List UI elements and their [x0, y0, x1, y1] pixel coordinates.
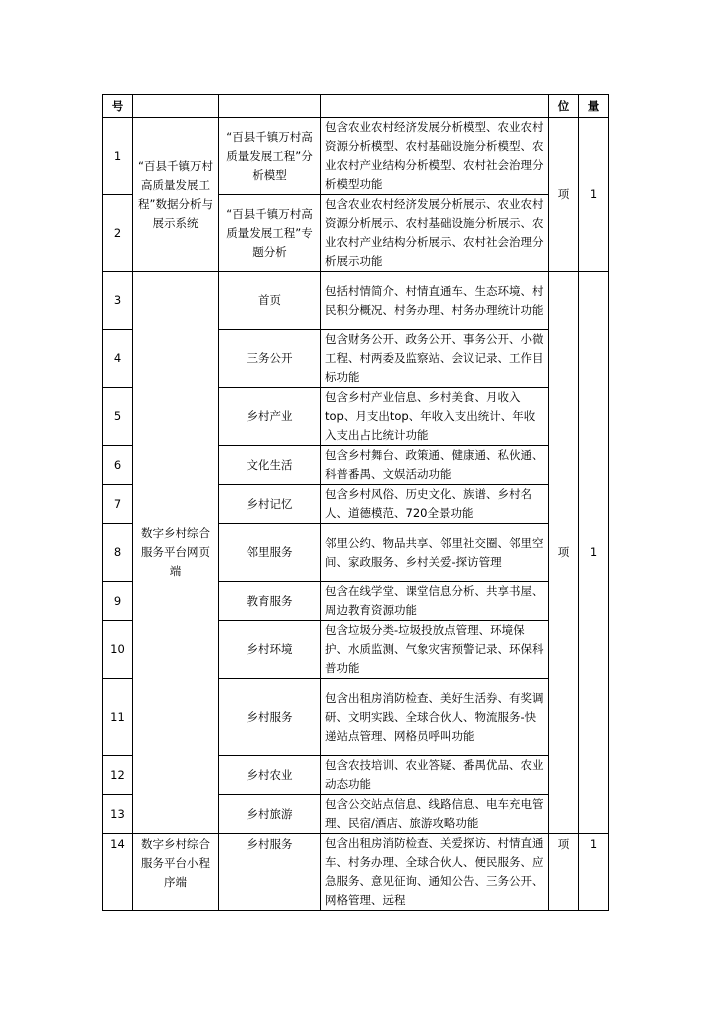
unit-cell: 项	[549, 118, 579, 272]
item-desc: 包含农技培训、农业答疑、番禺优品、农业动态功能	[321, 756, 549, 795]
row-no: 11	[103, 679, 133, 756]
system-name: 数字乡村综合服务平台小程序端	[133, 834, 219, 911]
header-desc	[321, 95, 549, 118]
header-no: 号	[103, 95, 133, 118]
header-unit: 位	[549, 95, 579, 118]
item-name: 教育服务	[219, 582, 321, 621]
item-name: 邻里服务	[219, 524, 321, 582]
row-no: 13	[103, 795, 133, 834]
item-name: 首页	[219, 272, 321, 330]
item-desc: 包含垃圾分类-垃圾投放点管理、环境保护、水质监测、气象灾害预警记录、环保科普功能	[321, 621, 549, 679]
row-no: 5	[103, 388, 133, 446]
row-no: 7	[103, 485, 133, 524]
item-desc: 邻里公约、物品共享、邻里社交圈、邻里空间、家政服务、乡村关爱-探访管理	[321, 524, 549, 582]
item-desc: 包含出租房消防检查、美好生活券、有奖调研、文明实践、全球合伙人、物流服务-快递站点管理、网格员呼叫功能	[321, 679, 549, 756]
row-no: 4	[103, 330, 133, 388]
row-no: 6	[103, 446, 133, 485]
item-desc: 包含农业农村经济发展分析展示、农业农村资源分析展示、农村基础设施分析展示、农业农村产业结构分析展示、农村社会治理分析展示功能	[321, 195, 549, 272]
system-name: 数字乡村综合服务平台网页端	[133, 272, 219, 834]
table-row	[103, 118, 609, 195]
table-row	[103, 834, 609, 911]
requirements-table	[102, 94, 609, 911]
qty-cell: 1	[579, 118, 609, 272]
item-desc: 包含公交站点信息、线路信息、电车充电管理、民宿/酒店、旅游攻略功能	[321, 795, 549, 834]
row-no: 10	[103, 621, 133, 679]
row-no: 3	[103, 272, 133, 330]
item-name: 乡村服务	[219, 679, 321, 756]
row-no: 12	[103, 756, 133, 795]
header-row	[103, 95, 609, 118]
item-name: 三务公开	[219, 330, 321, 388]
row-no: 14	[103, 834, 133, 911]
item-name: “百县千镇万村高质量发展工程”分析模型	[219, 118, 321, 195]
system-name: “百县千镇万村高质量发展工程”数据分析与展示系统	[133, 118, 219, 272]
item-desc: 包含乡村风俗、历史文化、族谱、乡村名人、道德模范、720全景功能	[321, 485, 549, 524]
item-desc: 包含财务公开、政务公开、事务公开、小微工程、村两委及监察站、会议记录、工作目标功能	[321, 330, 549, 388]
item-name: 乡村服务	[219, 834, 321, 911]
unit-cell: 项	[549, 272, 579, 834]
item-name: “百县千镇万村高质量发展工程”专题分析	[219, 195, 321, 272]
header-qty: 量	[579, 95, 609, 118]
item-desc: 包含出租房消防检查、关爱探访、村情直通车、村务办理、全球合伙人、便民服务、应急服务、意见征询、通知公告、三务公开、网格管理、远程	[321, 834, 549, 911]
header-item	[219, 95, 321, 118]
qty-cell: 1	[579, 834, 609, 911]
item-desc: 包括村情简介、村情直通车、生态环境、村民积分概况、村务办理、村务办理统计功能	[321, 272, 549, 330]
row-no: 9	[103, 582, 133, 621]
qty-cell: 1	[579, 272, 609, 834]
item-name: 乡村产业	[219, 388, 321, 446]
item-desc: 包含乡村舞台、政策通、健康通、私伙通、科普番禺、文娱活动功能	[321, 446, 549, 485]
item-name: 乡村旅游	[219, 795, 321, 834]
row-no: 2	[103, 195, 133, 272]
item-name: 文化生活	[219, 446, 321, 485]
item-name: 乡村农业	[219, 756, 321, 795]
item-name: 乡村记忆	[219, 485, 321, 524]
header-system	[133, 95, 219, 118]
unit-cell: 项	[549, 834, 579, 911]
item-desc: 包含乡村产业信息、乡村美食、月收入top、月支出top、年收入支出统计、年收入支出占比统计功能	[321, 388, 549, 446]
row-no: 8	[103, 524, 133, 582]
table-row	[103, 272, 609, 330]
item-desc: 包含农业农村经济发展分析模型、农业农村资源分析模型、农村基础设施分析模型、农业农村产业结构分析模型、农村社会治理分析模型功能	[321, 118, 549, 195]
item-desc: 包含在线学堂、课堂信息分析、共享书屋、周边教育资源功能	[321, 582, 549, 621]
item-name: 乡村环境	[219, 621, 321, 679]
row-no: 1	[103, 118, 133, 195]
